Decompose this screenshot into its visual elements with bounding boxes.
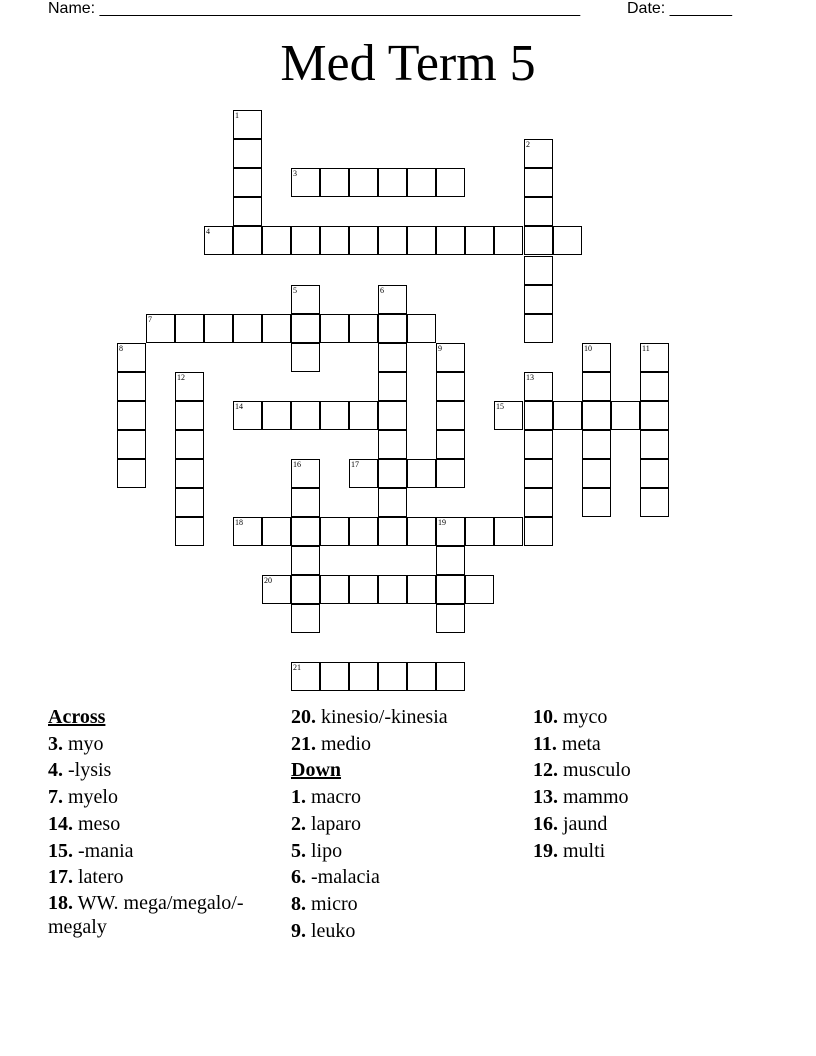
clue-number-label: 19 bbox=[438, 518, 446, 527]
grid-cell[interactable] bbox=[233, 401, 262, 430]
grid-cell[interactable] bbox=[436, 459, 465, 488]
grid-cell[interactable] bbox=[494, 517, 523, 546]
grid-cell[interactable] bbox=[349, 168, 378, 197]
grid-cell[interactable] bbox=[524, 285, 553, 314]
grid-cell[interactable] bbox=[262, 575, 291, 604]
grid-cell[interactable] bbox=[524, 372, 553, 401]
clue-item bbox=[48, 864, 280, 891]
grid-cell[interactable] bbox=[175, 488, 204, 517]
grid-cell[interactable] bbox=[233, 110, 262, 139]
grid-cell[interactable] bbox=[291, 488, 320, 517]
grid-cell[interactable] bbox=[436, 343, 465, 372]
grid-cell[interactable] bbox=[407, 226, 436, 255]
clue-item bbox=[291, 918, 521, 945]
clue-item bbox=[533, 704, 763, 731]
grid-cell[interactable] bbox=[146, 314, 175, 343]
grid-cell[interactable] bbox=[117, 372, 146, 401]
clue-item-text: latero bbox=[73, 866, 124, 889]
grid-cell[interactable] bbox=[524, 314, 553, 343]
grid-cell[interactable] bbox=[524, 517, 553, 546]
clue-item bbox=[48, 838, 280, 865]
clue-number-label: 4 bbox=[206, 227, 210, 236]
grid-cell[interactable] bbox=[233, 517, 262, 546]
grid-cell[interactable] bbox=[175, 314, 204, 343]
grid-cell[interactable] bbox=[524, 226, 553, 255]
grid-cell[interactable] bbox=[233, 139, 262, 168]
clue-item-number: 14. bbox=[48, 812, 73, 835]
clue-item-number: 3. bbox=[48, 732, 63, 755]
grid-cell[interactable] bbox=[175, 372, 204, 401]
grid-cell[interactable] bbox=[349, 517, 378, 546]
grid-cell[interactable] bbox=[378, 430, 407, 459]
clue-item-number: 16. bbox=[533, 812, 558, 835]
grid-cell[interactable] bbox=[524, 256, 553, 285]
grid-cell[interactable] bbox=[349, 459, 378, 488]
grid-cell[interactable] bbox=[378, 168, 407, 197]
clue-item-text: meso bbox=[73, 812, 121, 835]
grid-cell[interactable] bbox=[524, 168, 553, 197]
clue-item bbox=[533, 784, 763, 811]
grid-cell[interactable] bbox=[320, 314, 349, 343]
clue-item-number: 18. bbox=[48, 891, 73, 914]
grid-cell[interactable] bbox=[349, 662, 378, 691]
grid-cell[interactable] bbox=[291, 226, 320, 255]
grid-cell[interactable] bbox=[436, 372, 465, 401]
grid-cell[interactable] bbox=[233, 226, 262, 255]
clue-number-label: 9 bbox=[438, 344, 442, 353]
grid-cell[interactable] bbox=[291, 168, 320, 197]
grid-cell[interactable] bbox=[407, 168, 436, 197]
grid-cell[interactable] bbox=[291, 401, 320, 430]
clue-item-text: lipo bbox=[306, 839, 343, 862]
grid-cell[interactable] bbox=[291, 604, 320, 633]
clue-item-number: 15. bbox=[48, 839, 73, 862]
grid-cell[interactable] bbox=[320, 517, 349, 546]
grid-cell[interactable] bbox=[524, 139, 553, 168]
grid-cell[interactable] bbox=[465, 517, 494, 546]
clue-item-text: jaund bbox=[558, 812, 608, 835]
clue-number-label: 16 bbox=[293, 460, 301, 469]
clue-item-text: leuko bbox=[306, 919, 356, 942]
grid-cell[interactable] bbox=[320, 575, 349, 604]
clue-item-number: 11. bbox=[533, 732, 557, 755]
clue-item-number: 17. bbox=[48, 866, 73, 889]
clue-item bbox=[48, 891, 280, 939]
grid-cell[interactable] bbox=[436, 575, 465, 604]
grid-cell[interactable] bbox=[582, 401, 611, 430]
grid-cell[interactable] bbox=[436, 226, 465, 255]
grid-cell[interactable] bbox=[640, 372, 669, 401]
clue-number-label: 3 bbox=[293, 169, 297, 178]
clue-number-label: 2 bbox=[526, 140, 530, 149]
clue-item-text: macro bbox=[306, 786, 361, 809]
grid-cell[interactable] bbox=[611, 401, 640, 430]
grid-cell[interactable] bbox=[407, 314, 436, 343]
clue-item bbox=[533, 731, 763, 758]
name-field[interactable]: Name: ______________________________________________________ bbox=[48, 0, 581, 17]
clue-item bbox=[533, 811, 763, 838]
grid-cell[interactable] bbox=[378, 575, 407, 604]
grid-cell[interactable] bbox=[349, 314, 378, 343]
grid-cell[interactable] bbox=[378, 488, 407, 517]
clue-item-number: 12. bbox=[533, 759, 558, 782]
grid-cell[interactable] bbox=[349, 226, 378, 255]
clue-item bbox=[291, 838, 521, 865]
grid-cell[interactable] bbox=[291, 546, 320, 575]
grid-cell[interactable] bbox=[204, 314, 233, 343]
clue-column-2 bbox=[291, 704, 521, 944]
grid-cell[interactable] bbox=[117, 401, 146, 430]
clue-number-label: 11 bbox=[642, 344, 650, 353]
grid-cell[interactable] bbox=[407, 662, 436, 691]
grid-cell[interactable] bbox=[524, 197, 553, 226]
clue-item-number: 2. bbox=[291, 812, 306, 835]
clue-item-number: 6. bbox=[291, 866, 306, 889]
grid-cell[interactable] bbox=[640, 430, 669, 459]
grid-cell[interactable] bbox=[524, 401, 553, 430]
clue-item-text: -mania bbox=[73, 839, 134, 862]
grid-cell[interactable] bbox=[320, 168, 349, 197]
clue-number-label: 15 bbox=[496, 402, 504, 411]
clue-number-label: 14 bbox=[235, 402, 243, 411]
grid-cell[interactable] bbox=[175, 401, 204, 430]
grid-cell[interactable] bbox=[640, 401, 669, 430]
clue-item-text: -lysis bbox=[63, 759, 112, 782]
clue-item-number: 9. bbox=[291, 919, 306, 942]
grid-cell[interactable] bbox=[378, 372, 407, 401]
clue-item-text: mammo bbox=[558, 786, 629, 809]
date-field[interactable]: Date: _______ bbox=[627, 0, 732, 17]
clue-number-label: 12 bbox=[177, 373, 185, 382]
clue-item bbox=[291, 811, 521, 838]
clue-item-text: multi bbox=[558, 839, 606, 862]
clue-number-label: 7 bbox=[148, 315, 152, 324]
grid-cell[interactable] bbox=[378, 226, 407, 255]
clue-number-label: 13 bbox=[526, 373, 534, 382]
grid-cell[interactable] bbox=[407, 459, 436, 488]
grid-cell[interactable] bbox=[291, 662, 320, 691]
grid-cell[interactable] bbox=[378, 662, 407, 691]
grid-cell[interactable] bbox=[436, 401, 465, 430]
clue-item bbox=[48, 757, 280, 784]
clue-item-text: WW. mega/megalo/-megaly bbox=[48, 891, 244, 938]
grid-cell[interactable] bbox=[407, 575, 436, 604]
grid-cell[interactable] bbox=[465, 575, 494, 604]
clue-item bbox=[291, 784, 521, 811]
grid-cell[interactable] bbox=[524, 459, 553, 488]
grid-cell[interactable] bbox=[175, 459, 204, 488]
clue-item bbox=[533, 838, 763, 865]
grid-cell[interactable] bbox=[640, 343, 669, 372]
clue-number-label: 10 bbox=[584, 344, 592, 353]
grid-cell[interactable] bbox=[465, 226, 494, 255]
clue-number-label: 5 bbox=[293, 286, 297, 295]
grid-cell[interactable] bbox=[524, 430, 553, 459]
clue-item-text: laparo bbox=[306, 812, 361, 835]
grid-cell[interactable] bbox=[436, 168, 465, 197]
clue-item bbox=[533, 757, 763, 784]
grid-cell[interactable] bbox=[436, 546, 465, 575]
grid-cell[interactable] bbox=[524, 488, 553, 517]
clue-item-text: micro bbox=[306, 892, 358, 915]
grid-cell[interactable] bbox=[582, 343, 611, 372]
grid-cell[interactable] bbox=[436, 662, 465, 691]
grid-cell[interactable] bbox=[117, 430, 146, 459]
clue-item-number: 13. bbox=[533, 786, 558, 809]
clue-item-text: myo bbox=[63, 732, 104, 755]
grid-cell[interactable] bbox=[640, 459, 669, 488]
clue-item-number: 20. bbox=[291, 706, 316, 728]
grid-cell[interactable] bbox=[233, 314, 262, 343]
clue-number-label: 18 bbox=[235, 518, 243, 527]
grid-cell[interactable] bbox=[262, 401, 291, 430]
clue-number-label: 8 bbox=[119, 344, 123, 353]
grid-cell[interactable] bbox=[291, 517, 320, 546]
page-title: Med Term 5 bbox=[280, 35, 536, 92]
grid-cell[interactable] bbox=[291, 459, 320, 488]
grid-cell[interactable] bbox=[175, 517, 204, 546]
grid-cell[interactable] bbox=[582, 430, 611, 459]
grid-cell[interactable] bbox=[640, 488, 669, 517]
grid-cell[interactable] bbox=[378, 401, 407, 430]
clue-item-text: meta bbox=[556, 732, 601, 755]
grid-cell[interactable] bbox=[494, 226, 523, 255]
clue-item-number: 21. bbox=[291, 732, 316, 755]
grid-cell[interactable] bbox=[320, 662, 349, 691]
clue-number-label: 17 bbox=[351, 460, 359, 469]
grid-cell[interactable] bbox=[233, 168, 262, 197]
grid-cell[interactable] bbox=[117, 459, 146, 488]
grid-cell[interactable] bbox=[553, 226, 582, 255]
grid-cell[interactable] bbox=[553, 401, 582, 430]
clue-item-text: -malacia bbox=[306, 866, 380, 889]
grid-cell[interactable] bbox=[494, 401, 523, 430]
clue-item bbox=[291, 731, 521, 758]
grid-cell[interactable] bbox=[436, 430, 465, 459]
clue-item bbox=[48, 784, 280, 811]
grid-cell[interactable] bbox=[436, 604, 465, 633]
clue-item-number: 8. bbox=[291, 892, 306, 915]
grid-cell[interactable] bbox=[262, 517, 291, 546]
grid-cell[interactable] bbox=[407, 517, 436, 546]
grid-cell[interactable] bbox=[349, 401, 378, 430]
grid-cell[interactable] bbox=[378, 285, 407, 314]
clue-item bbox=[291, 891, 521, 918]
grid-cell[interactable] bbox=[582, 488, 611, 517]
clue-item-text: myco bbox=[558, 706, 608, 728]
grid-cell[interactable] bbox=[204, 226, 233, 255]
clue-item-text: myelo bbox=[63, 786, 118, 809]
clue-number-label: 20 bbox=[264, 576, 272, 585]
down-heading: Down bbox=[291, 759, 342, 782]
grid-cell[interactable] bbox=[378, 517, 407, 546]
grid-cell[interactable] bbox=[349, 575, 378, 604]
grid-cell[interactable] bbox=[291, 343, 320, 372]
grid-cell[interactable] bbox=[320, 401, 349, 430]
clue-item bbox=[291, 704, 521, 731]
clue-item bbox=[48, 731, 280, 758]
clue-item-number: 10. bbox=[533, 706, 558, 728]
grid-cell[interactable] bbox=[582, 459, 611, 488]
clue-item-number: 7. bbox=[48, 786, 63, 809]
grid-cell[interactable] bbox=[117, 343, 146, 372]
grid-cell[interactable] bbox=[378, 459, 407, 488]
grid-cell[interactable] bbox=[582, 372, 611, 401]
clue-item-number: 5. bbox=[291, 839, 306, 862]
clue-item-number: 19. bbox=[533, 839, 558, 862]
grid-cell[interactable] bbox=[291, 285, 320, 314]
clue-column-1 bbox=[48, 704, 280, 939]
clue-number-label: 21 bbox=[293, 663, 301, 672]
across-heading: Across bbox=[48, 706, 106, 728]
grid-cell[interactable] bbox=[175, 430, 204, 459]
grid-cell[interactable] bbox=[291, 575, 320, 604]
clue-number-label: 6 bbox=[380, 286, 384, 295]
clue-item-number: 4. bbox=[48, 759, 63, 782]
clue-item-text: kinesio/-kinesia bbox=[316, 706, 448, 728]
grid-cell[interactable] bbox=[320, 226, 349, 255]
clue-item bbox=[48, 811, 280, 838]
grid-cell[interactable] bbox=[262, 226, 291, 255]
clue-column-3 bbox=[533, 704, 763, 864]
grid-cell[interactable] bbox=[378, 343, 407, 372]
grid-cell[interactable] bbox=[378, 314, 407, 343]
grid-cell[interactable] bbox=[291, 314, 320, 343]
clue-item-text: musculo bbox=[558, 759, 631, 782]
grid-cell[interactable] bbox=[233, 197, 262, 226]
clue-item-number: 1. bbox=[291, 786, 306, 809]
grid-cell[interactable] bbox=[262, 314, 291, 343]
clue-number-label: 1 bbox=[235, 111, 239, 120]
clue-item bbox=[291, 864, 521, 891]
grid-cell[interactable] bbox=[436, 517, 465, 546]
clue-item-text: medio bbox=[316, 732, 371, 755]
